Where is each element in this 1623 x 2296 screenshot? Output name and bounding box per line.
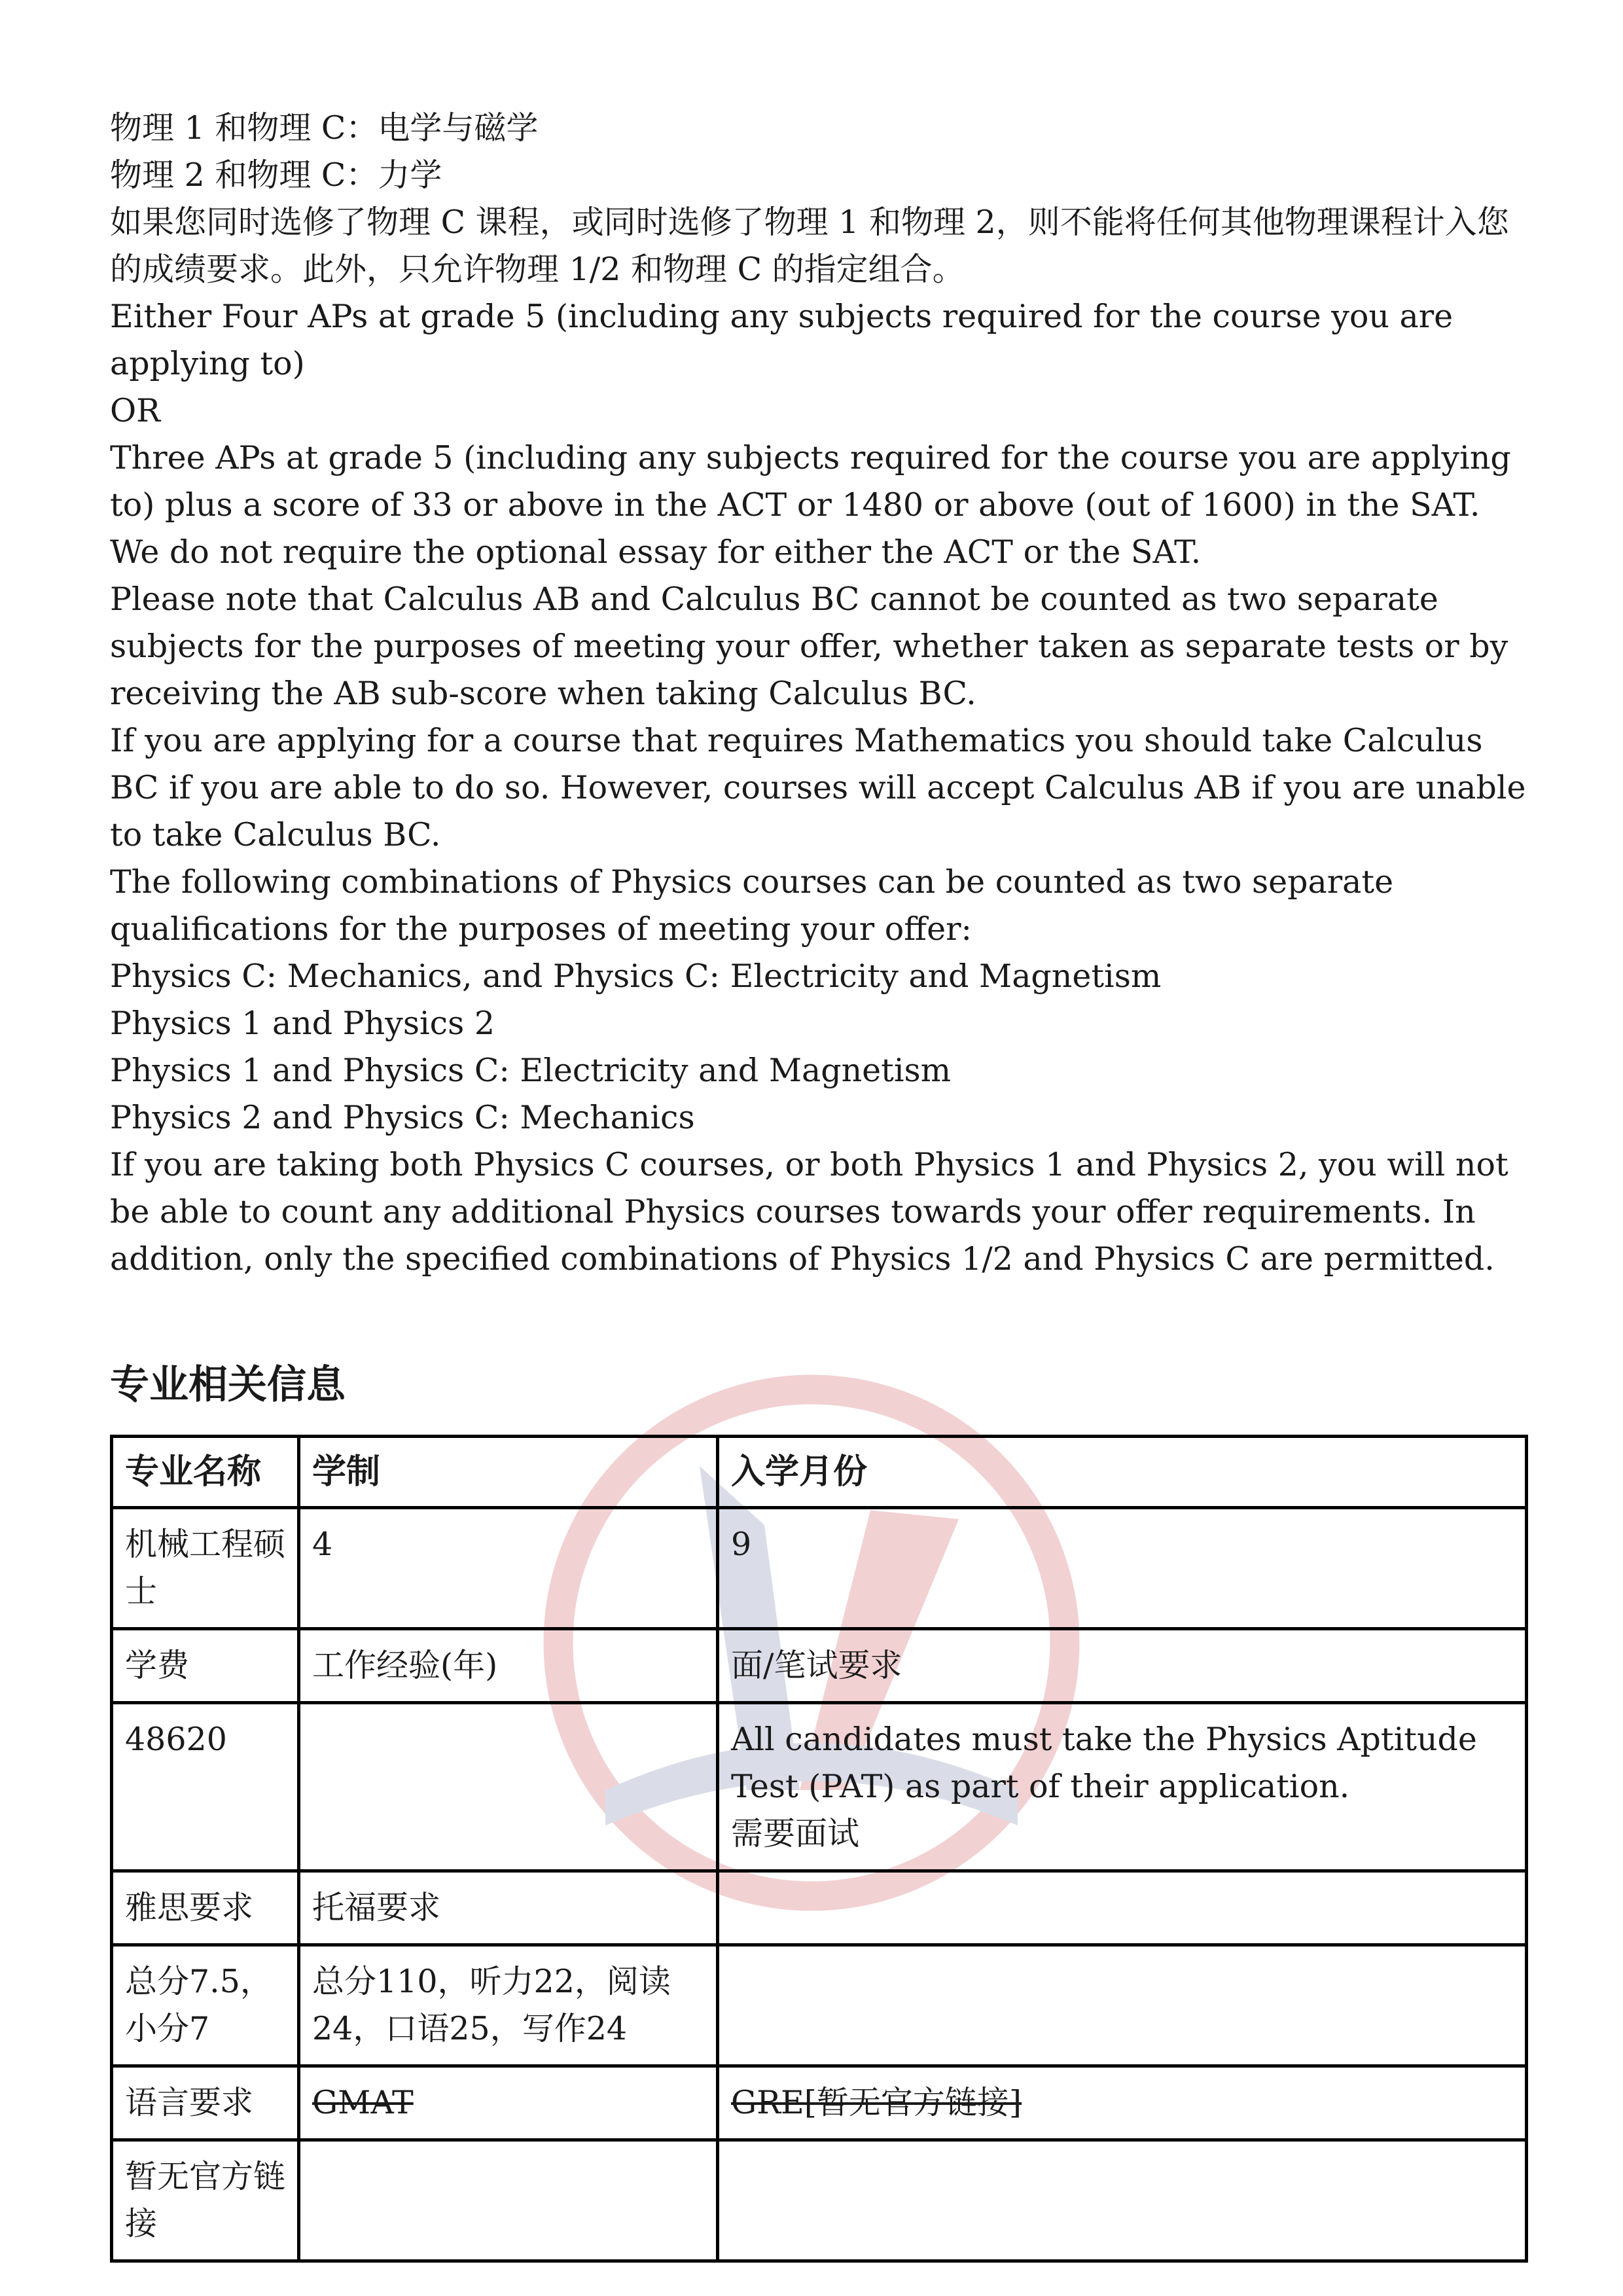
table-cell: 语言要求 [112, 2066, 299, 2140]
table-header-row [112, 1437, 1527, 1508]
table-cell: 暂无官方链接 [112, 2140, 299, 2261]
paragraph: Physics 1 and Physics 2 [110, 1005, 495, 1042]
table-cell [718, 1871, 1527, 1945]
table-row [112, 1871, 1527, 1945]
paragraph: Physics 1 and Physics C: Electricity and Magnetism [110, 1052, 952, 1089]
table-cell: 9 [718, 1508, 1527, 1629]
table-cell [299, 1703, 718, 1871]
program-info-table [110, 1435, 1528, 2263]
table-cell: 工作经验(年) [299, 1629, 718, 1703]
paragraph: 如果您同时选修了物理 C 课程，或同时选修了物理 1 和物理 2，则不能将任何其他物理课程计入您的成绩要求。此外，只允许物理 1/2 和物理 C 的指定组合。 [110, 204, 1509, 288]
table-cell: 雅思要求 [112, 1871, 299, 1945]
paragraph: Please note that Calculus AB and Calculus BC cannot be counted as two separate subjects for the purposes of meeting your offer, whether taken as separate tests or by receiving the AB sub-score when taking Calculus BC. [110, 581, 1508, 712]
table-row [112, 1703, 1527, 1871]
table-cell: 总分7.5，小分7 [112, 1945, 299, 2066]
paragraph: 物理 2 和物理 C：力学 [110, 156, 442, 194]
table-cell [718, 1703, 1527, 1871]
table-header-cell: 专业名称 [112, 1437, 299, 1508]
paragraph: If you are taking both Physics C courses, or both Physics 1 and Physics 2, you will not be able to count any additional Physics courses towards your offer requirements. In addition, only the specified combinations of Physics 1/2 and Physics C are permitted. [110, 1146, 1508, 1278]
table-cell: 4 [299, 1508, 718, 1629]
table-cell: GRE[暂无官方链接] [718, 2066, 1527, 2140]
body-text [110, 105, 1530, 1283]
paragraph: Three APs at grade 5 (including any subjects required for the course you are applying to) plus a score of 33 or above in the ACT or 1480 or above (out of 1600) in the SAT. We do not require the optional essay for either the ACT or the SAT. [110, 439, 1511, 571]
table-row [112, 1508, 1527, 1629]
table-header-cell: 入学月份 [718, 1437, 1527, 1508]
paragraph: 物理 1 和物理 C：电学与磁学 [110, 109, 539, 147]
table-cell: 机械工程硕士 [112, 1508, 299, 1629]
table-row [112, 1945, 1527, 2066]
interview-requirement-text: 需要面试 [731, 1815, 860, 1852]
table-row [112, 1629, 1527, 1703]
exam-requirement-text: All candidates must take the Physics Aptitude Test (PAT) as part of their application. [731, 1721, 1477, 1805]
table-cell [299, 2140, 718, 2261]
table-row [112, 2140, 1527, 2261]
table-row [112, 2066, 1527, 2140]
page-content [110, 105, 1530, 2263]
table-cell: 托福要求 [299, 1871, 718, 1945]
table-cell: 学费 [112, 1629, 299, 1703]
paragraph: If you are applying for a course that requires Mathematics you should take Calculus BC if you are able to do so. However, courses will accept Calculus AB if you are unable to take Calculus BC. [110, 722, 1526, 853]
paragraph: Either Four APs at grade 5 (including any subjects required for the course you are applying to) [110, 298, 1454, 382]
table-cell: 总分110，听力22，阅读24，口语25，写作24 [299, 1945, 718, 2066]
section-title: 专业相关信息 [110, 1362, 346, 1408]
table-header-cell: 学制 [299, 1437, 718, 1508]
paragraph: OR [110, 392, 161, 429]
paragraph: Physics 2 and Physics C: Mechanics [110, 1099, 695, 1136]
table-cell [718, 1945, 1527, 2066]
table-cell: 面/笔试要求 [718, 1629, 1527, 1703]
table-cell: GMAT [299, 2066, 718, 2140]
table-cell: 48620 [112, 1703, 299, 1871]
table-cell [718, 2140, 1527, 2261]
paragraph: Physics C: Mechanics, and Physics C: Electricity and Magnetism [110, 958, 1162, 995]
paragraph: The following combinations of Physics courses can be counted as two separate qualifications for the purposes of meeting your offer: [110, 863, 1394, 948]
